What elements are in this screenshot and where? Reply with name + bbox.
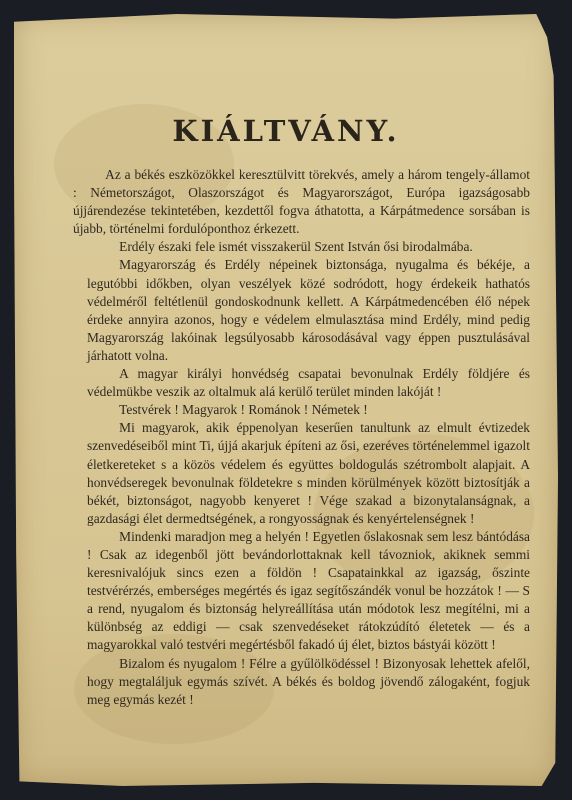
document-title: KIÁLTVÁNY.: [172, 114, 400, 148]
paragraph-4: A magyar királyi honvédség csapatai bevonulnak Erdély földjére és védelmükbe veszik az oltalmuk alá kerülő terület minden lakóját !: [87, 366, 530, 400]
paragraph-7: Mindenki maradjon meg a helyén ! Egyetlen őslakosnak sem lesz bántódása ! Csak az idegenből jött bevándorlottaknak kell távozniok, akiknek semmi keresnivalójuk sincs ezen a földön ! Csapatainkkal az igazság, őszinte testvérérzés, emberséges megértés és igaz segítőszándék vonul be hozzátok ! — S a rend, nyugalom és biztonság helyreállítása után módotok lesz megítélni, mi a különbség az eddigi — csak szenvedéseket rátokzúdító életetek — és a magyarokkal való testvéri megértésből fakadó új élet, biztos bástyái között !: [87, 528, 530, 653]
paragraph-6: Mi magyarok, akik éppenolyan keserűen tanultunk az elmult évtizedek szenvedéseiből mint Ti, újjá akarjuk építeni az ősi, ezeréves történelemmel igazolt életkereteket s a közös védelem és együttes boldogulás szétrombolt alapjait. A honvédseregek bevonulnak földetekre s minden körülmények között biztosítják a békét, biztonságot, nagyobb kenyeret ! Vége szakad a bizonytalanságnak, a gazdasági élet dermedtségének, a rongyosságnak és kenyértelenségnek !: [87, 420, 530, 526]
proclamation-text: [73, 166, 530, 709]
paragraph-8: Bizalom és nyugalom ! Félre a gyűlölködéssel ! Bizonyosak lehettek afelől, hogy megtaláljuk egymás szívét. A békés és boldog jövendő zálogaként, fogjuk meg egymás kezét !: [87, 655, 530, 707]
paragraph-1: Az a békés eszközökkel keresztülvitt törekvés, amely a három tengely-államot : Németországot, Olaszországot és Magyarországot, Európa igazságosabb újjárendezése tekintetében, kezdettől fogva áthatotta, a Kárpátmedence sorsában is újabb, történelmi fordulóponthoz érkezett.: [73, 167, 530, 237]
paragraph-3: Magyarország és Erdély népeinek biztonsága, nyugalma és békéje, a legutóbbi időkben, olyan veszélyek közé sodródott, hogy érdekeik hathatós védelméről feltétlenül gondoskodnunk kellett. A Kárpátmedencében élő népek érdeke annyira azonos, hogy e védelem elmulasztása mind Erdély, mind pedig Magyarország lakóinak legsúlyosabb károsodásával vagy éppen pusztulásával járhatott volna.: [87, 257, 530, 363]
paragraph-2: Erdély északi fele ismét visszakerül Szent István ősi birodalmába.: [119, 239, 473, 255]
paragraph-5: Testvérek ! Magyarok ! Románok ! Németek !: [119, 402, 368, 418]
